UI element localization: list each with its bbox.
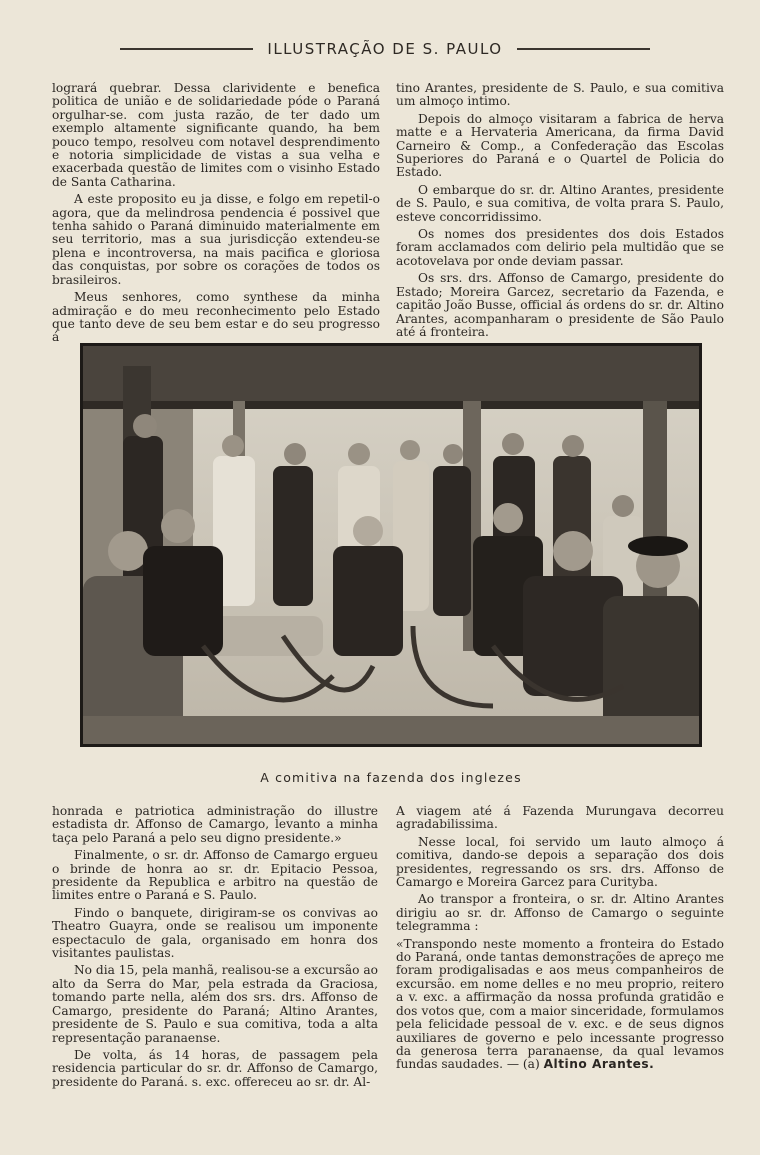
paragraph: logrará quebrar. Dessa clarividente e benefica politica de união e de solidariedade póde o Paraná orgulhar-se. com justa razão, de ter dado um exemplo altamente significante quando, ha bem pouco tempo, resolveu com notavel desprendimento e notoria simplicidade de vistas a sua velha e exacerbada questão de limites com o visinho Estado de Santa Catharina. bbox=[52, 81, 380, 189]
group-photo-image bbox=[83, 346, 699, 744]
photo-caption: A comitiva na fazenda dos inglezes bbox=[260, 770, 522, 785]
column-top-right bbox=[396, 82, 724, 343]
paragraph: Os nomes dos presidentes dos dois Estados foram acclamados com delirio pela multidão que se acotovelava por onde deviam passar. bbox=[396, 227, 724, 268]
paragraph: No dia 15, pela manhã, realisou-se a excursão ao alto da Serra do Mar, pela estrada da Graciosa, tomando parte nella, além dos srs. drs. Affonso de Camargo, presidente do Paraná; Altino Arantes, presidente de S. Paulo e sua comitiva, toda a alta representação paranaense. bbox=[52, 963, 378, 1045]
paragraph: Nesse local, foi servido um lauto almoço á comitiva, dando-se depois a separação dos dois presidentes, regressando os srs. drs. Affonso de Camargo e Moreira Garcez para Curityba. bbox=[396, 834, 724, 890]
header-rule-left bbox=[120, 48, 253, 50]
veranda-roof bbox=[83, 346, 699, 401]
paragraph: honrada e patriotica administração do illustre estadista dr. Affonso de Camargo, levanto a minha taça pelo Paraná a pelo seu digno presidente.» bbox=[52, 804, 378, 845]
veranda-floor bbox=[83, 716, 699, 744]
page-header bbox=[120, 36, 650, 62]
paragraph: Os srs. drs. Affonso de Camargo, presidente do Estado; Moreira Garcez, secretario da Fazenda, e capitão João Busse, official ás ordens do sr. dr. Altino Arantes, acompanharam o presidente de São Paulo até á fronteira. bbox=[396, 271, 724, 339]
paragraph: Finalmente, o sr. dr. Affonso de Camargo ergueu o brinde de honra ao sr. dr. Epitacio Pessoa, presidente da Republica e arbitro na questão de limites entre o Paraná e S. Paulo. bbox=[52, 848, 378, 903]
paragraph: A este proposito eu ja disse, e folgo em repetil-o agora, que da melindrosa pendencia é possivel que tenha sahido o Paraná diminuido materialmente em seu territorio, mas a sua jurisdicção extendeu-se plena e incontroversa, na mais pacifica e gloriosa das conquistas, por sobre os corações de todos os brasileiros. bbox=[52, 192, 380, 287]
paragraph: De volta, ás 14 horas, de passagem pela residencia particular do sr. dr. Affonso de Camargo, presidente do Paraná. s. exc. offereceu ao sr. dr. Al- bbox=[52, 1047, 378, 1089]
group-photo bbox=[80, 343, 702, 747]
paragraph: tino Arantes, presidente de S. Paulo, e sua comitiva um almoço intimo. bbox=[396, 81, 724, 109]
paragraph: O embarque do sr. dr. Altino Arantes, presidente de S. Paulo, e sua comitiva, de volta prara S. Paulo, esteve concorridissimo. bbox=[396, 182, 724, 224]
column-top-left bbox=[52, 82, 380, 349]
signature: Altino Arantes. bbox=[543, 1057, 655, 1072]
publication-title: ILLUSTRAÇÃO DE S. PAULO bbox=[267, 40, 503, 58]
paragraph: Ao transpor a fronteira, o sr. dr. Altino Arantes dirigiu ao sr. dr. Affonso de Camargo o seguinte telegramma : bbox=[396, 892, 724, 934]
column-bottom-left bbox=[52, 805, 378, 1093]
paragraph: Depois do almoço visitaram a fabrica de herva matte e a Hervateria Americana, da firma David Carneiro & Comp., a Confederação das Escolas Superiores do Paraná e o Quartel de Policia do Estado. bbox=[396, 111, 724, 180]
column-bottom-right bbox=[396, 805, 724, 1076]
paragraph: Meus senhores, como synthese da minha admiração e do meu reconhecimento pelo Estado que tanto deve de seu bem estar e do seu progresso á bbox=[52, 290, 380, 345]
telegram-paragraph bbox=[396, 938, 724, 1072]
telegram-text: «Transpondo neste momento a fronteira do Estado do Paraná, onde tantas demonstrações de apreço me foram prodigalisadas e aos meus companheiros de excursão. em nome delles e no meu proprio, reitero a v. exc. a affirmação da nossa profunda gratidão e dos votos que, com a maior sinceridade, formulamos pela felicidade pessoal de v. exc. e de seus dignos auxiliares de governo e pelo incessante progresso da generosa terra paranaense, da qual levamos fundas saudades. — (a) bbox=[396, 936, 724, 1072]
paragraph: A viagem até á Fazenda Murungava decorreu agradabilissima. bbox=[396, 804, 724, 832]
paragraph: Findo o banquete, dirigiram-se os convivas ao Theatro Guayra, onde se realisou um imponente espectaculo de gala, organisado em honra dos visitantes paulistas. bbox=[52, 905, 378, 961]
header-rule-right bbox=[517, 48, 650, 50]
